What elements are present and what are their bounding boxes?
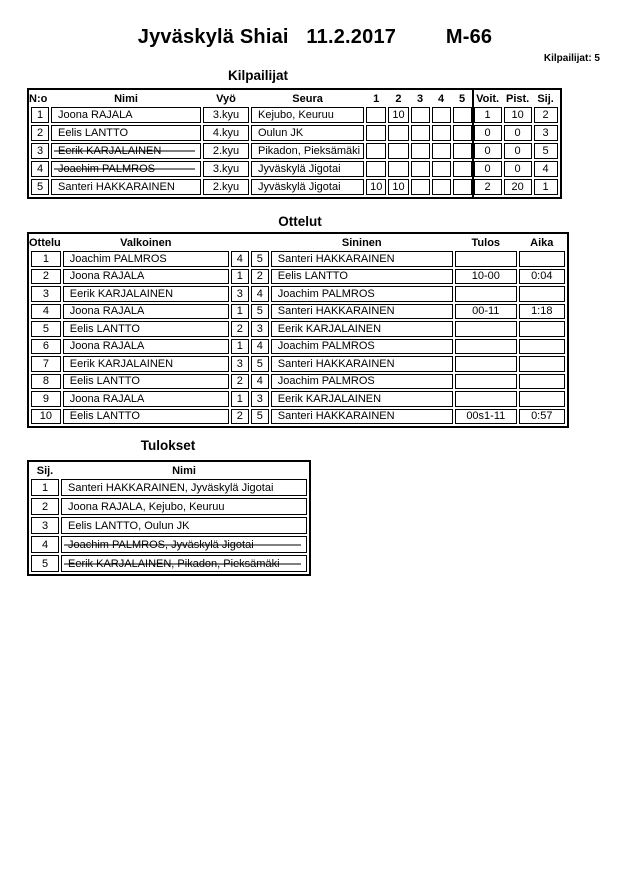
match-time [519,391,565,407]
blue-competitor-number: 5 [251,409,269,425]
competitors-section-heading: Kilpailijat [227,68,288,83]
competitor-belt: 3.kyu [203,107,249,123]
match-number: 10 [31,409,61,425]
competitor-club: Oulun JK [251,125,364,141]
competitor-name: Santeri HAKKARAINEN [51,179,201,195]
result-place: 4 [31,536,59,553]
match-number: 7 [31,356,61,372]
blue-competitor: Santeri HAKKARAINEN [271,409,453,425]
competitors-col-place: Sij. [537,92,554,105]
match-row [31,339,565,355]
score-round-1 [366,125,386,141]
result-name: Joona RAJALA, Kejubo, Keuruu [61,498,307,515]
competitor-wins: 1 [474,107,502,123]
match-time [519,374,565,390]
competitor-name: Eelis LANTTO [51,125,201,141]
score-round-5 [453,143,472,159]
blue-competitor: Santeri HAKKARAINEN [271,251,453,267]
blue-competitor: Joachim PALMROS [271,339,453,355]
competitors-col-club: Seura [292,92,323,105]
competitor-name: Joona RAJALA [51,107,201,123]
competitors-col-name: Nimi [114,92,138,105]
competitor-points: 0 [504,125,532,141]
score-round-3 [411,161,430,177]
competitor-points: 0 [504,143,532,159]
competitor-club: Jyväskylä Jigotai [251,179,364,195]
matches-table [27,232,569,428]
match-number: 6 [31,339,61,355]
match-time [519,356,565,372]
blue-competitor-number: 4 [251,339,269,355]
match-row [31,409,565,425]
competitor-place: 3 [534,125,558,141]
competitor-row [31,143,558,159]
competitors-count-label: Kilpailijat: 5 [543,53,600,64]
competitor-wins: 0 [474,161,502,177]
match-time [519,321,565,337]
white-competitor: Eerik KARJALAINEN [63,286,229,302]
competitor-place: 4 [534,161,558,177]
blue-competitor: Santeri HAKKARAINEN [271,304,453,320]
competitor-club: Jyväskylä Jigotai [251,161,364,177]
blue-competitor: Joachim PALMROS [271,286,453,302]
score-round-1: 10 [366,179,386,195]
results-header-row [31,464,307,477]
match-number: 1 [31,251,61,267]
score-round-4 [432,143,451,159]
match-row [31,251,565,267]
matches-header-row [31,236,565,249]
match-result [455,339,517,355]
competitor-club: Kejubo, Keuruu [251,107,364,123]
blue-competitor: Santeri HAKKARAINEN [271,356,453,372]
match-row [31,321,565,337]
white-competitor: Eelis LANTTO [63,374,229,390]
score-round-3 [411,143,430,159]
competitor-place: 1 [534,179,558,195]
matches-col-numbers [231,236,269,249]
result-place: 3 [31,517,59,534]
competitor-belt: 2.kyu [203,143,249,159]
score-round-2 [388,125,408,141]
score-round-4 [432,107,451,123]
match-time [519,339,565,355]
title-date: 11.2.2017 [306,26,397,48]
white-competitor-number: 1 [231,391,249,407]
match-time [519,286,565,302]
result-name: Eelis LANTTO, Oulun JK [61,517,307,534]
match-result: 00s1-11 [455,409,517,425]
match-result [455,251,517,267]
white-competitor: Eelis LANTTO [63,321,229,337]
blue-competitor: Eerik KARJALAINEN [271,321,453,337]
match-number: 3 [31,286,61,302]
competitors-col-round-4: 4 [438,92,445,105]
blue-competitor-number: 5 [251,304,269,320]
matches-col-match: Ottelu [29,236,61,249]
competitor-number: 4 [31,161,49,177]
matches-section-heading: Ottelut [278,214,322,229]
competitor-club: Pikadon, Pieksämäki [251,143,364,159]
result-row [31,536,307,553]
score-round-2: 10 [388,179,408,195]
competitor-row [31,179,558,195]
results-col-name: Nimi [172,464,196,477]
matches-col-blue: Sininen [341,236,382,249]
match-row [31,356,565,372]
competitors-col-round-5: 5 [459,92,466,105]
white-competitor-number: 3 [231,356,249,372]
result-place: 1 [31,479,59,496]
competitor-wins: 0 [474,125,502,141]
competitors-col-wins: Voit. [476,92,500,105]
score-round-3 [411,125,430,141]
score-round-2 [388,161,408,177]
match-number: 8 [31,374,61,390]
result-row [31,517,307,534]
competitor-number: 1 [31,107,49,123]
white-competitor: Joona RAJALA [63,304,229,320]
matches-table-header [31,236,565,249]
blue-competitor-number: 5 [251,356,269,372]
competitors-col-round-3: 3 [417,92,424,105]
results-table [27,460,311,576]
match-result: 10-00 [455,269,517,285]
white-competitor: Joachim PALMROS [63,251,229,267]
result-name: Joachim PALMROS, Jyväskylä Jigotai [61,536,307,553]
score-round-3 [411,179,430,195]
score-round-5 [453,107,472,123]
competitors-col-round-1: 1 [373,92,380,105]
score-round-4 [432,125,451,141]
match-row [31,304,565,320]
blue-competitor-number: 3 [251,391,269,407]
match-number: 4 [31,304,61,320]
competitor-wins: 0 [474,143,502,159]
white-competitor: Joona RAJALA [63,391,229,407]
results-section-heading: Tulokset [140,438,196,453]
competitor-place: 2 [534,107,558,123]
match-time: 1:18 [519,304,565,320]
blue-competitor: Joachim PALMROS [271,374,453,390]
blue-competitor-number: 2 [251,269,269,285]
white-competitor-number: 3 [231,286,249,302]
competitor-wins: 2 [474,179,502,195]
result-name: Santeri HAKKARAINEN, Jyväskylä Jigotai [61,479,307,496]
competitor-belt: 4.kyu [203,125,249,141]
competitor-name: Eerik KARJALAINEN [51,143,201,159]
title-event-name: Jyväskylä Shiai [137,26,289,48]
competitors-col-belt: Vyö [216,92,236,105]
competitors-col-round-2: 2 [395,92,402,105]
competitor-number: 3 [31,143,49,159]
competitor-belt: 2.kyu [203,179,249,195]
competitor-row [31,161,558,177]
competitor-belt: 3.kyu [203,161,249,177]
blue-competitor-number: 4 [251,286,269,302]
match-number: 9 [31,391,61,407]
match-result [455,286,517,302]
results-table-header [31,464,307,477]
blue-competitor: Eerik KARJALAINEN [271,391,453,407]
white-competitor: Joona RAJALA [63,269,229,285]
score-round-3 [411,107,430,123]
competitor-number: 2 [31,125,49,141]
white-competitor-number: 4 [231,251,249,267]
score-round-5 [453,179,472,195]
competitor-points: 10 [504,107,532,123]
page-title [0,26,630,49]
white-competitor: Eelis LANTTO [63,409,229,425]
result-row [31,555,307,572]
competitors-table-wrapper [27,88,562,199]
match-time [519,251,565,267]
competitor-points: 0 [504,161,532,177]
match-result: 00-11 [455,304,517,320]
result-place: 2 [31,498,59,515]
competitors-table-body [31,107,558,195]
competitor-number: 5 [31,179,49,195]
competitors-table [27,88,562,199]
result-row [31,498,307,515]
matches-col-result: Tulos [471,236,501,249]
match-time: 0:04 [519,269,565,285]
score-round-4 [432,161,451,177]
match-result [455,374,517,390]
match-time: 0:57 [519,409,565,425]
white-competitor-number: 2 [231,321,249,337]
white-competitor-number: 2 [231,374,249,390]
white-competitor-number: 2 [231,409,249,425]
competitors-header-row [31,92,558,105]
match-result [455,356,517,372]
result-name: Eerik KARJALAINEN, Pikadon, Pieksämäki [61,555,307,572]
matches-col-white: Valkoinen [120,236,172,249]
blue-competitor: Eelis LANTTO [271,269,453,285]
white-competitor-number: 1 [231,304,249,320]
match-number: 5 [31,321,61,337]
competitor-place: 5 [534,143,558,159]
score-round-1 [366,143,386,159]
white-competitor: Eerik KARJALAINEN [63,356,229,372]
white-competitor-number: 1 [231,339,249,355]
competitor-row [31,107,558,123]
competitor-points: 20 [504,179,532,195]
competitor-row [31,125,558,141]
score-round-5 [453,125,472,141]
match-row [31,391,565,407]
results-col-place: Sij. [36,464,54,477]
result-place: 5 [31,555,59,572]
match-number: 2 [31,269,61,285]
score-round-1 [366,107,386,123]
score-round-2: 10 [388,107,408,123]
competitors-table-header [31,92,558,105]
result-row [31,479,307,496]
matches-col-time: Aika [530,236,554,249]
blue-competitor-number: 3 [251,321,269,337]
score-round-4 [432,179,451,195]
blue-competitor-number: 5 [251,251,269,267]
score-round-5 [453,161,472,177]
competitors-col-no: N:o [29,92,48,105]
match-row [31,269,565,285]
match-row [31,286,565,302]
blue-competitor-number: 4 [251,374,269,390]
match-result [455,391,517,407]
results-table-wrapper [27,460,311,576]
white-competitor: Joona RAJALA [63,339,229,355]
competitor-name: Joachim PALMROS [51,161,201,177]
matches-table-wrapper [27,232,569,428]
match-result [455,321,517,337]
score-round-2 [388,143,408,159]
competitors-col-points: Pist. [505,92,530,105]
matches-table-body [31,251,565,424]
title-weight-category: M-66 [445,26,493,48]
results-table-body [31,479,307,572]
score-round-1 [366,161,386,177]
white-competitor-number: 1 [231,269,249,285]
match-row [31,374,565,390]
